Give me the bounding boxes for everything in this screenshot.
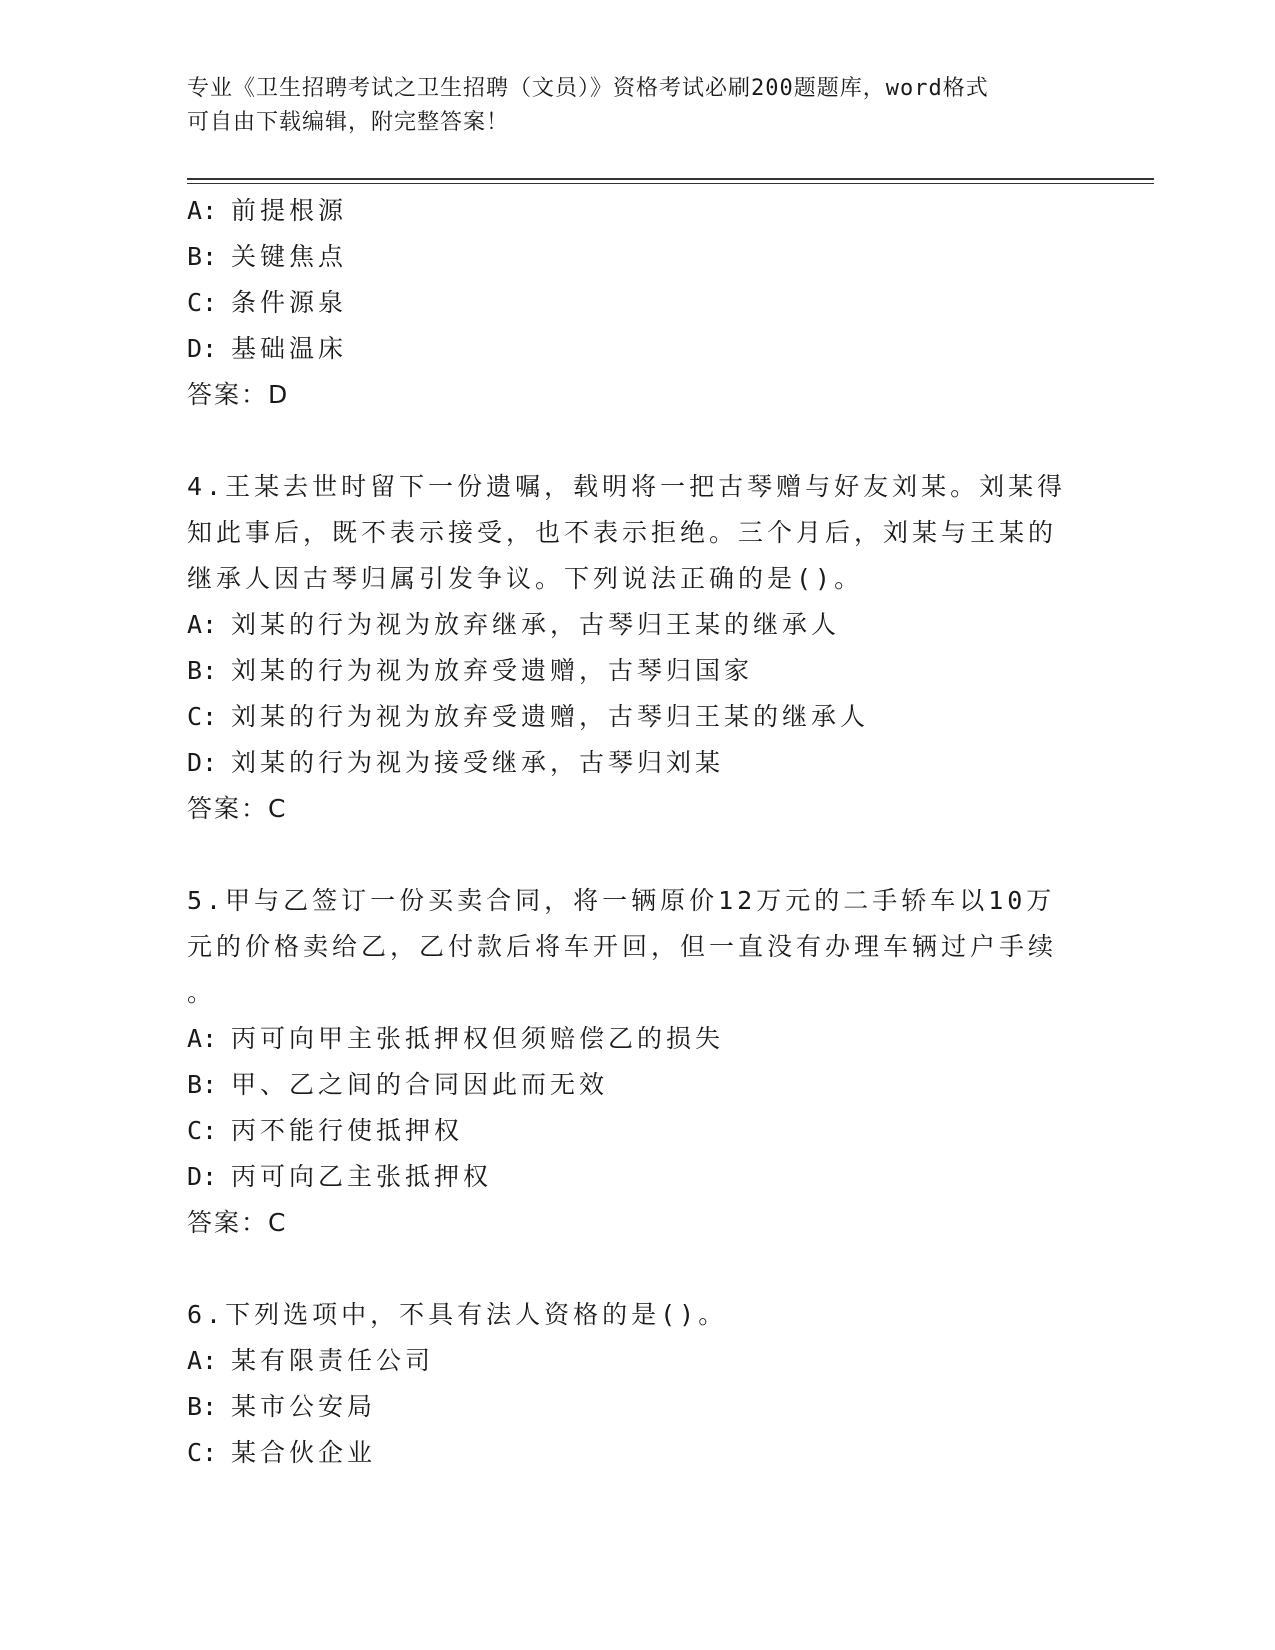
question-5	[187, 878, 1087, 1246]
option-b: B: 关键焦点	[187, 242, 348, 271]
option-b: B: 某市公安局	[187, 1392, 377, 1421]
option-a: A: 刘某的行为视为放弃继承，古琴归王某的继承人	[187, 610, 841, 639]
option-c: C: 条件源泉	[187, 288, 348, 317]
document-header	[187, 72, 1067, 140]
spacer	[187, 1246, 1087, 1292]
option-c: C: 刘某的行为视为放弃受遗赠，古琴归王某的继承人	[187, 702, 870, 731]
question-6	[187, 1292, 1087, 1476]
option-c: C: 某合伙企业	[187, 1438, 377, 1467]
question-stem-line: 5.甲与乙签订一份买卖合同，将一辆原价12万元的二手轿车以10万	[187, 886, 1056, 915]
header-line-2: 可自由下载编辑，附完整答案！	[187, 110, 510, 135]
question-stem-line: 。	[187, 978, 217, 1007]
question-3-options	[187, 188, 1087, 418]
option-a: A: 前提根源	[187, 196, 348, 225]
option-c: C: 丙不能行使抵押权	[187, 1116, 464, 1145]
answer-line: 答案：C	[187, 1208, 288, 1237]
answer-line: 答案：D	[187, 380, 290, 409]
question-4	[187, 464, 1087, 832]
question-stem-line: 知此事后，既不表示接受，也不表示拒绝。三个月后，刘某与王某的	[187, 518, 1058, 547]
question-stem-line: 元的价格卖给乙，乙付款后将车开回，但一直没有办理车辆过户手续	[187, 932, 1058, 961]
header-line-1: 专业《卫生招聘考试之卫生招聘（文员）》资格考试必刷200题题库，word格式	[187, 76, 989, 101]
header-divider	[187, 178, 1154, 184]
option-b: B: 甲、乙之间的合同因此而无效	[187, 1070, 609, 1099]
option-a: A: 丙可向甲主张抵押权但须赔偿乙的损失	[187, 1024, 725, 1053]
question-list	[187, 188, 1087, 1476]
spacer	[187, 418, 1087, 464]
spacer	[187, 832, 1087, 878]
question-stem-line: 4.王某去世时留下一份遗嘱，载明将一把古琴赠与好友刘某。刘某得	[187, 472, 1067, 501]
option-d: D: 基础温床	[187, 334, 348, 363]
option-b: B: 刘某的行为视为放弃受遗赠，古琴归国家	[187, 656, 754, 685]
option-d: D: 刘某的行为视为接受继承，古琴归刘某	[187, 748, 725, 777]
option-a: A: 某有限责任公司	[187, 1346, 435, 1375]
question-stem-line: 6.下列选项中，不具有法人资格的是()。	[187, 1300, 728, 1329]
question-stem-line: 继承人因古琴归属引发争议。下列说法正确的是()。	[187, 564, 864, 593]
answer-line: 答案：C	[187, 794, 288, 823]
option-d: D: 丙可向乙主张抵押权	[187, 1162, 493, 1191]
